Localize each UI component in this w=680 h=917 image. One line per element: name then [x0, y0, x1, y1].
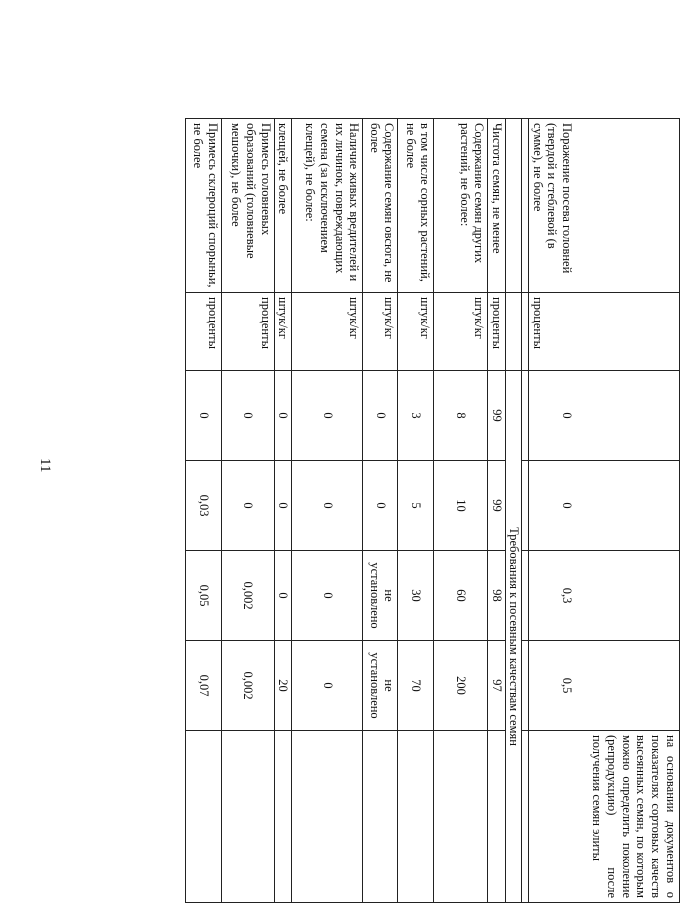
- unit-cell: штук/кг: [434, 293, 488, 371]
- value-cell: 0,07: [185, 641, 221, 731]
- value-cell: 5: [398, 461, 434, 551]
- value-cell: 99: [488, 371, 506, 461]
- value-cell: 0: [274, 371, 292, 461]
- indicator-cell: в том числе сорных растений, не более: [398, 119, 434, 293]
- value-cell: 20: [274, 641, 292, 731]
- table-row: [488, 119, 506, 903]
- value-cell: 0: [529, 371, 680, 461]
- value-cell: 0: [529, 461, 680, 551]
- value-cell: 0: [292, 371, 363, 461]
- indicator-cell: Примесь головневых образований (головневые мешочки), не более: [221, 119, 274, 293]
- value-cell: не установлено: [363, 551, 398, 641]
- value-cell: 0: [363, 371, 398, 461]
- value-cell: 0: [363, 461, 398, 551]
- value-cell: 0: [274, 551, 292, 641]
- unit-cell: штук/кг: [274, 293, 292, 371]
- indicator-cell: клещей, не более: [274, 119, 292, 293]
- value-cell: 0,5: [529, 641, 680, 731]
- table-row: [434, 119, 488, 903]
- spacer-row: [522, 119, 529, 903]
- indicator-cell: Содержание семян других растений, не более:: [434, 119, 488, 293]
- unit-cell: штук/кг: [398, 293, 434, 371]
- indicator-cell: Содержание семян овсюга, не более: [363, 119, 398, 293]
- value-cell: 0: [185, 371, 221, 461]
- value-cell: 30: [398, 551, 434, 641]
- value-cell: 99: [488, 461, 506, 551]
- table-row: [185, 119, 221, 903]
- value-cell: 70: [398, 641, 434, 731]
- table-row: [398, 119, 434, 903]
- value-cell: 0: [221, 371, 274, 461]
- unit-cell: проценты: [529, 293, 680, 371]
- section-heading-row: [506, 119, 522, 903]
- unit-cell: штук/кг: [363, 293, 398, 371]
- table-row: [274, 119, 292, 903]
- section-heading: Требования к посевным качествам семян: [506, 371, 522, 903]
- unit-cell: проценты: [185, 293, 221, 371]
- value-cell: 0,05: [185, 551, 221, 641]
- value-cell: 0: [274, 461, 292, 551]
- indicator-cell: Примесь склероций спорыньи, не более: [185, 119, 221, 293]
- unit-cell: проценты: [221, 293, 274, 371]
- value-cell: 98: [488, 551, 506, 641]
- indicator-cell: Поражение посева головней (твердой и стеблевой (в сумме), не более: [529, 119, 680, 293]
- unit-cell: штук/кг: [292, 293, 363, 371]
- value-cell: 10: [434, 461, 488, 551]
- page-number: 11: [37, 458, 53, 473]
- value-cell: 97: [488, 641, 506, 731]
- table-row: [221, 119, 274, 903]
- rotated-table-container: [191, 118, 680, 902]
- indicator-cell: Чистота семян, не менее: [488, 119, 506, 293]
- value-cell: 0: [292, 551, 363, 641]
- value-cell: 0,002: [221, 641, 274, 731]
- value-cell: 0: [292, 641, 363, 731]
- value-cell: 0: [221, 461, 274, 551]
- seed-requirements-table: [185, 118, 680, 903]
- value-cell: 0: [292, 461, 363, 551]
- value-cell: 0,03: [185, 461, 221, 551]
- indicator-cell: Наличие живых вредителей и их личинок, повреждающих семена (за исключением клещей), не более:: [292, 119, 363, 293]
- note-cell: на основании документов о показателях сортовых качеств высеянных семян, по которым можно определить поколение (репродукцию) после получения семян элиты: [529, 731, 680, 903]
- value-cell: 8: [434, 371, 488, 461]
- value-cell: 60: [434, 551, 488, 641]
- table-row: [529, 119, 680, 903]
- value-cell: 3: [398, 371, 434, 461]
- value-cell: 200: [434, 641, 488, 731]
- value-cell: не установлено: [363, 641, 398, 731]
- table-row: [363, 119, 398, 903]
- table-row: [292, 119, 363, 903]
- unit-cell: проценты: [488, 293, 506, 371]
- value-cell: 0,3: [529, 551, 680, 641]
- value-cell: 0,002: [221, 551, 274, 641]
